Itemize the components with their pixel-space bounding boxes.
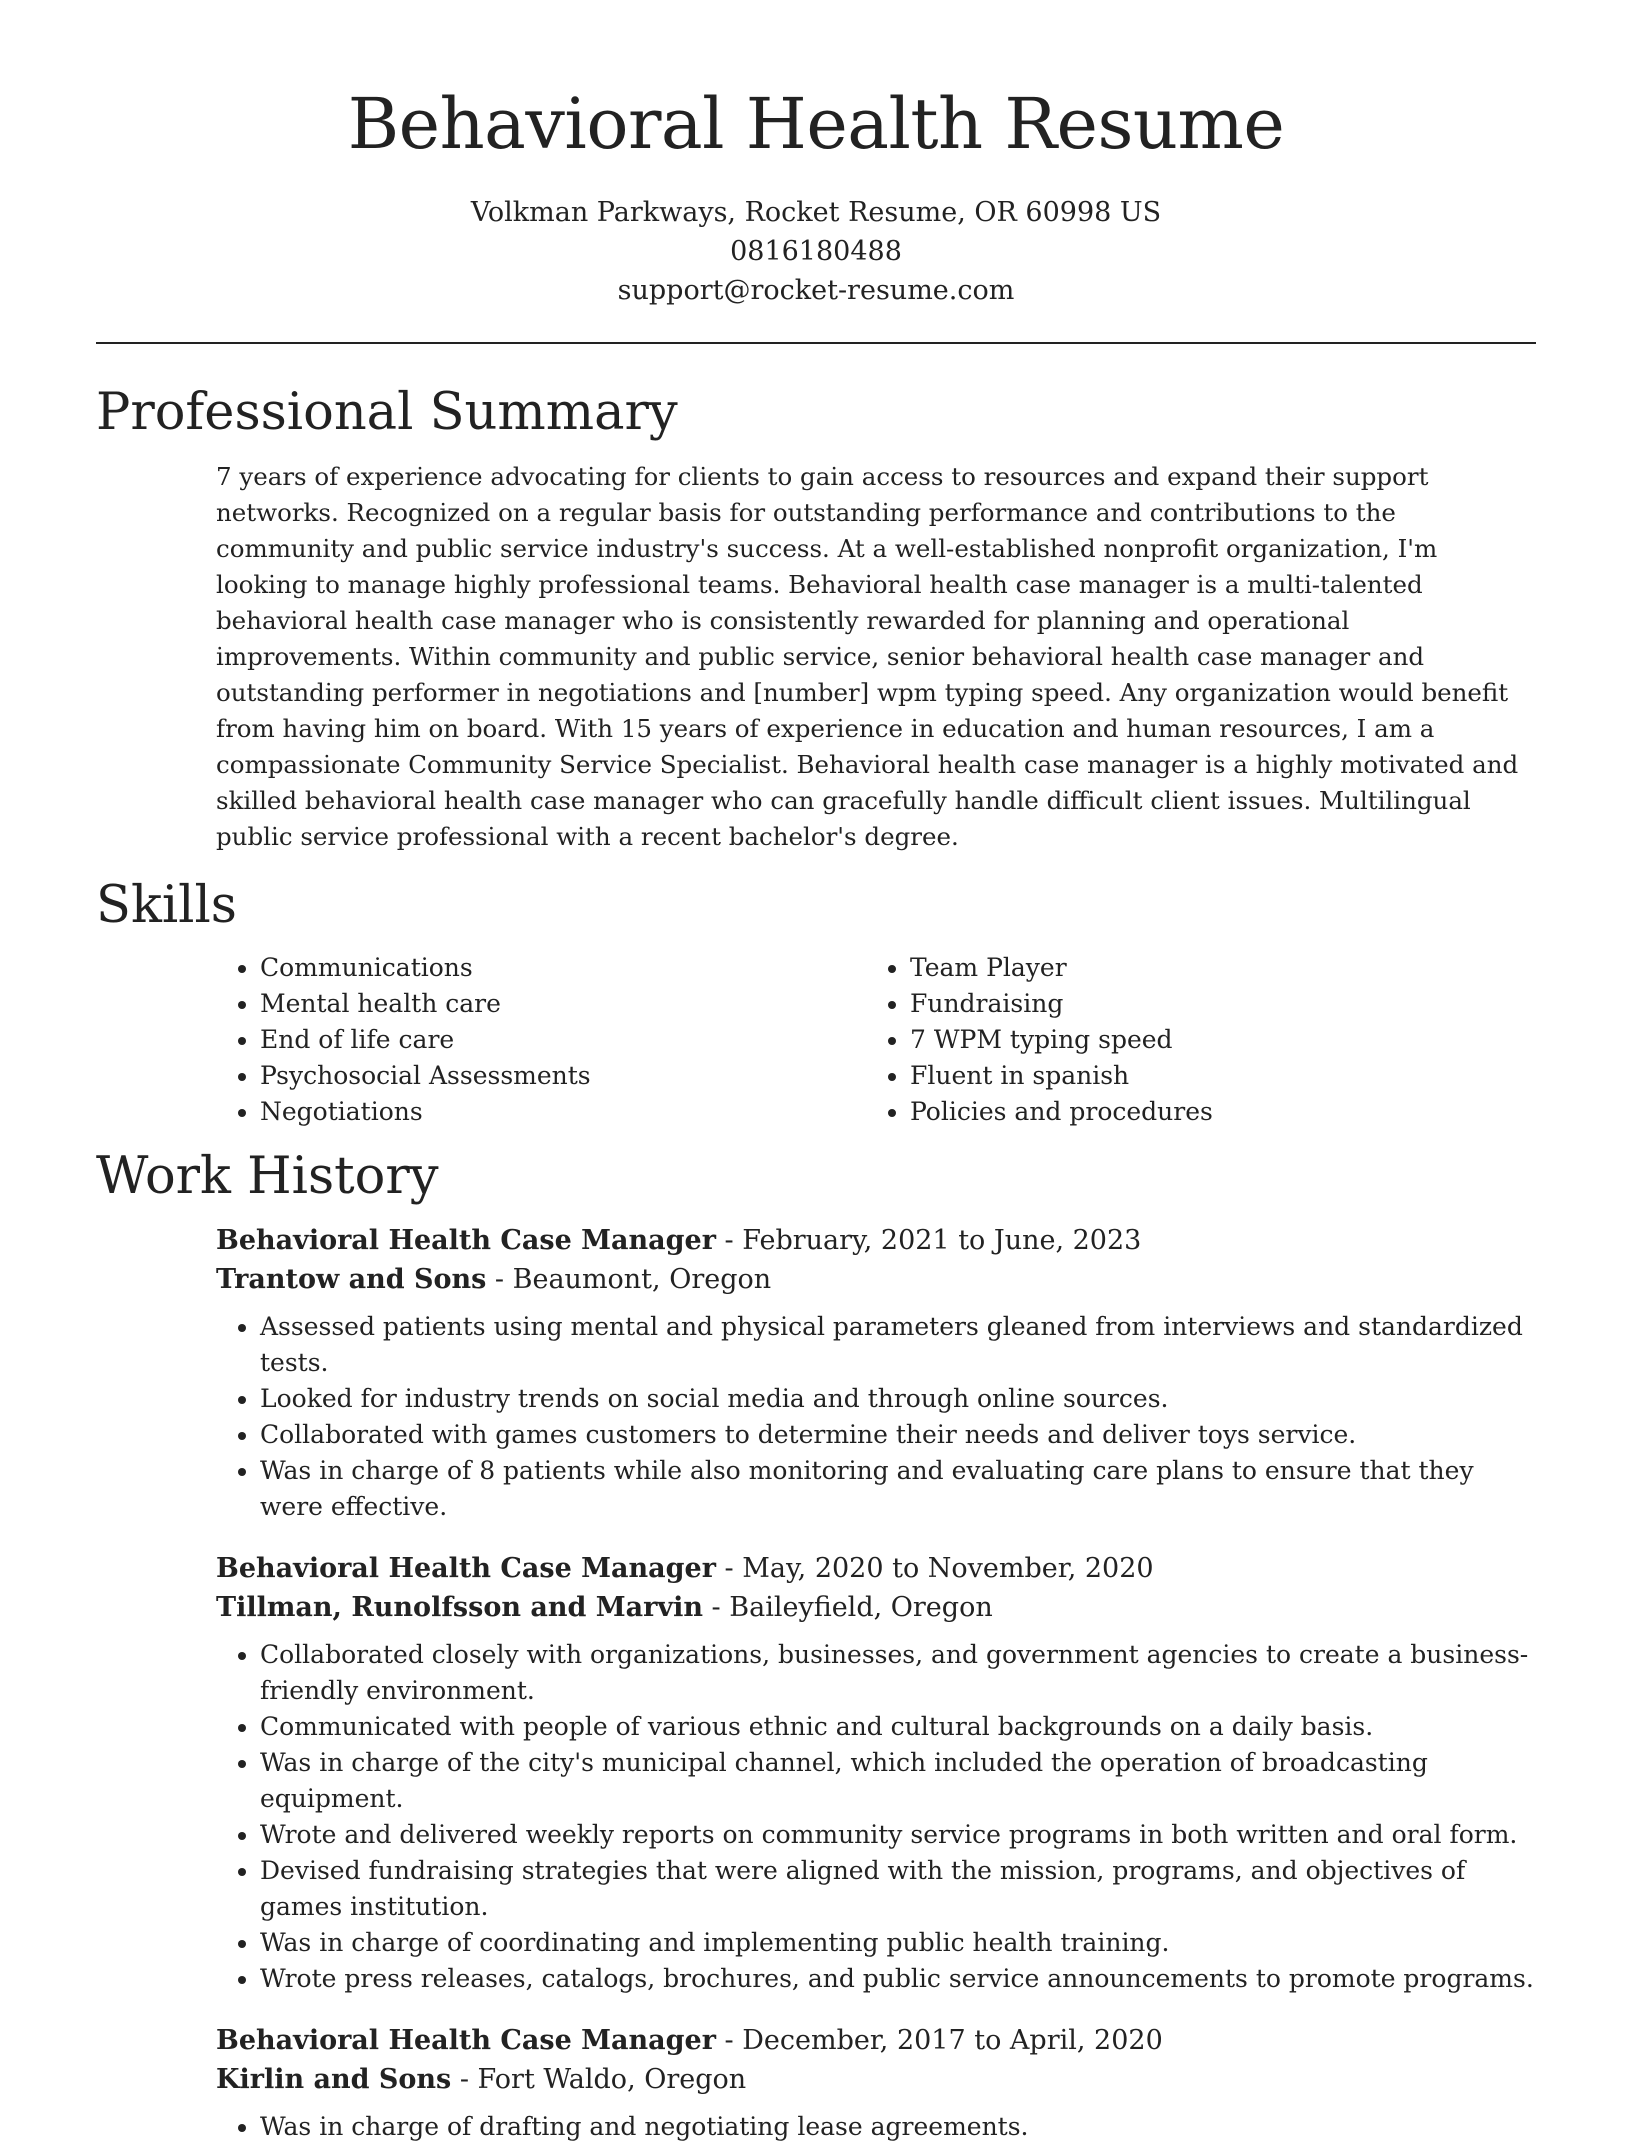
summary-heading: Professional Summary: [96, 382, 678, 442]
job-location: - Baileyfield, Oregon: [702, 1592, 993, 1624]
job-company: Kirlin and Sons: [216, 2064, 452, 2096]
skills-column-left: [216, 950, 866, 1130]
header-divider: [96, 342, 1536, 344]
job-company: Tillman, Runolfsson and Marvin: [216, 1592, 703, 1624]
job-title: Behavioral Health Case Manager: [216, 2025, 716, 2057]
job-bullet: • Devised fundraising strategies that were aligned with the mission, programs, and objectives of games institution.: [260, 1853, 1536, 1925]
work-history-list: [216, 1221, 1536, 2145]
job-bullet: • Wrote and delivered weekly reports on community service programs in both written and oral form.: [260, 1817, 1536, 1853]
job-bullet: • Collaborated closely with organizations, businesses, and government agencies to create a business-friendly environment.: [260, 1637, 1536, 1709]
skill-item: • Negotiations: [260, 1094, 866, 1130]
skill-item: • Fundraising: [910, 986, 1516, 1022]
skills-heading: Skills: [96, 875, 237, 935]
skills-list: [216, 950, 1536, 1130]
job-dates: - February, 2021 to June, 2023: [715, 1225, 1142, 1257]
job-company-line: [216, 2060, 1536, 2099]
job-bullet: • Collaborated with games customers to determine their needs and deliver toys service.: [260, 1417, 1536, 1453]
contact-email: support@rocket-resume.com: [617, 274, 1015, 306]
job-location: - Fort Waldo, Oregon: [451, 2064, 747, 2096]
job-entry: [216, 1221, 1536, 1525]
skill-item: • Communications: [260, 950, 866, 986]
job-location: - Beaumont, Oregon: [486, 1264, 772, 1296]
contact-block: [96, 193, 1536, 310]
job-entry: [216, 2021, 1536, 2145]
resume-page: [96, 0, 1536, 2145]
job-bullet: • Was in charge of 8 patients while also monitoring and evaluating care plans to ensure that they were effective.: [260, 1453, 1536, 1525]
job-bullets: [216, 2109, 1536, 2145]
job-bullet: • Was in charge of the city's municipal channel, which included the operation of broadcasting equipment.: [260, 1745, 1536, 1817]
resume-title: Behavioral Health Resume: [347, 83, 1285, 165]
job-bullet: • Wrote press releases, catalogs, brochures, and public service announcements to promote programs.: [260, 1961, 1536, 1997]
job-title-line: [216, 1549, 1536, 1588]
job-company-line: [216, 1588, 1536, 1627]
job-bullet: • Looked for industry trends on social media and through online sources.: [260, 1381, 1536, 1417]
summary-text: 7 years of experience advocating for clients to gain access to resources and expand their support networks. Recognized on a regular basis for outstanding performance and contributions to the community and public service industry's success. At a well-established nonprofit organization, I'm looking to manage highly professional teams. Behavioral health case manager is a multi-talented behavioral health case manager who is consistently rewarded for planning and operational improvements. Within community and public service, senior behavioral health case manager and outstanding performer in negotiations and [number] wpm typing speed. Any organization would benefit from having him on board. With 15 years of experience in education and human resources, I am a compassionate Community Service Specialist. Behavioral health case manager is a highly motivated and skilled behavioral health case manager who can gracefully handle difficult client issues. Multilingual public service professional with a recent bachelor's degree.: [216, 461, 1519, 851]
job-company-line: [216, 1260, 1536, 1299]
skill-item: • Psychosocial Assessments: [260, 1058, 866, 1094]
skill-item: • Policies and procedures: [910, 1094, 1516, 1130]
job-company: Trantow and Sons: [216, 1264, 487, 1296]
job-bullet: • Assessed patients using mental and physical parameters gleaned from interviews and standardized tests.: [260, 1309, 1536, 1381]
job-dates: - May, 2020 to November, 2020: [715, 1553, 1154, 1585]
job-title: Behavioral Health Case Manager: [216, 1553, 716, 1585]
skill-item: • 7 WPM typing speed: [910, 1022, 1516, 1058]
job-dates: - December, 2017 to April, 2020: [715, 2025, 1163, 2057]
job-title: Behavioral Health Case Manager: [216, 1225, 716, 1257]
skill-item: • Mental health care: [260, 986, 866, 1022]
job-title-line: [216, 1221, 1536, 1260]
job-bullets: [216, 1637, 1536, 1997]
skill-item: • End of life care: [260, 1022, 866, 1058]
skill-item: • Team Player: [910, 950, 1516, 986]
skill-item: • Fluent in spanish: [910, 1058, 1516, 1094]
skills-column-right: [866, 950, 1516, 1130]
job-bullet: • Was in charge of coordinating and implementing public health training.: [260, 1925, 1536, 1961]
contact-address: Volkman Parkways, Rocket Resume, OR 60998 US: [470, 196, 1162, 228]
job-bullet: • Communicated with people of various ethnic and cultural backgrounds on a daily basis.: [260, 1709, 1536, 1745]
job-bullet: • Was in charge of drafting and negotiating lease agreements.: [260, 2109, 1536, 2145]
work-history-heading: Work History: [96, 1146, 439, 1206]
contact-phone: 0816180488: [730, 235, 902, 267]
job-entry: [216, 1549, 1536, 1997]
job-bullets: [216, 1309, 1536, 1525]
job-title-line: [216, 2021, 1536, 2060]
